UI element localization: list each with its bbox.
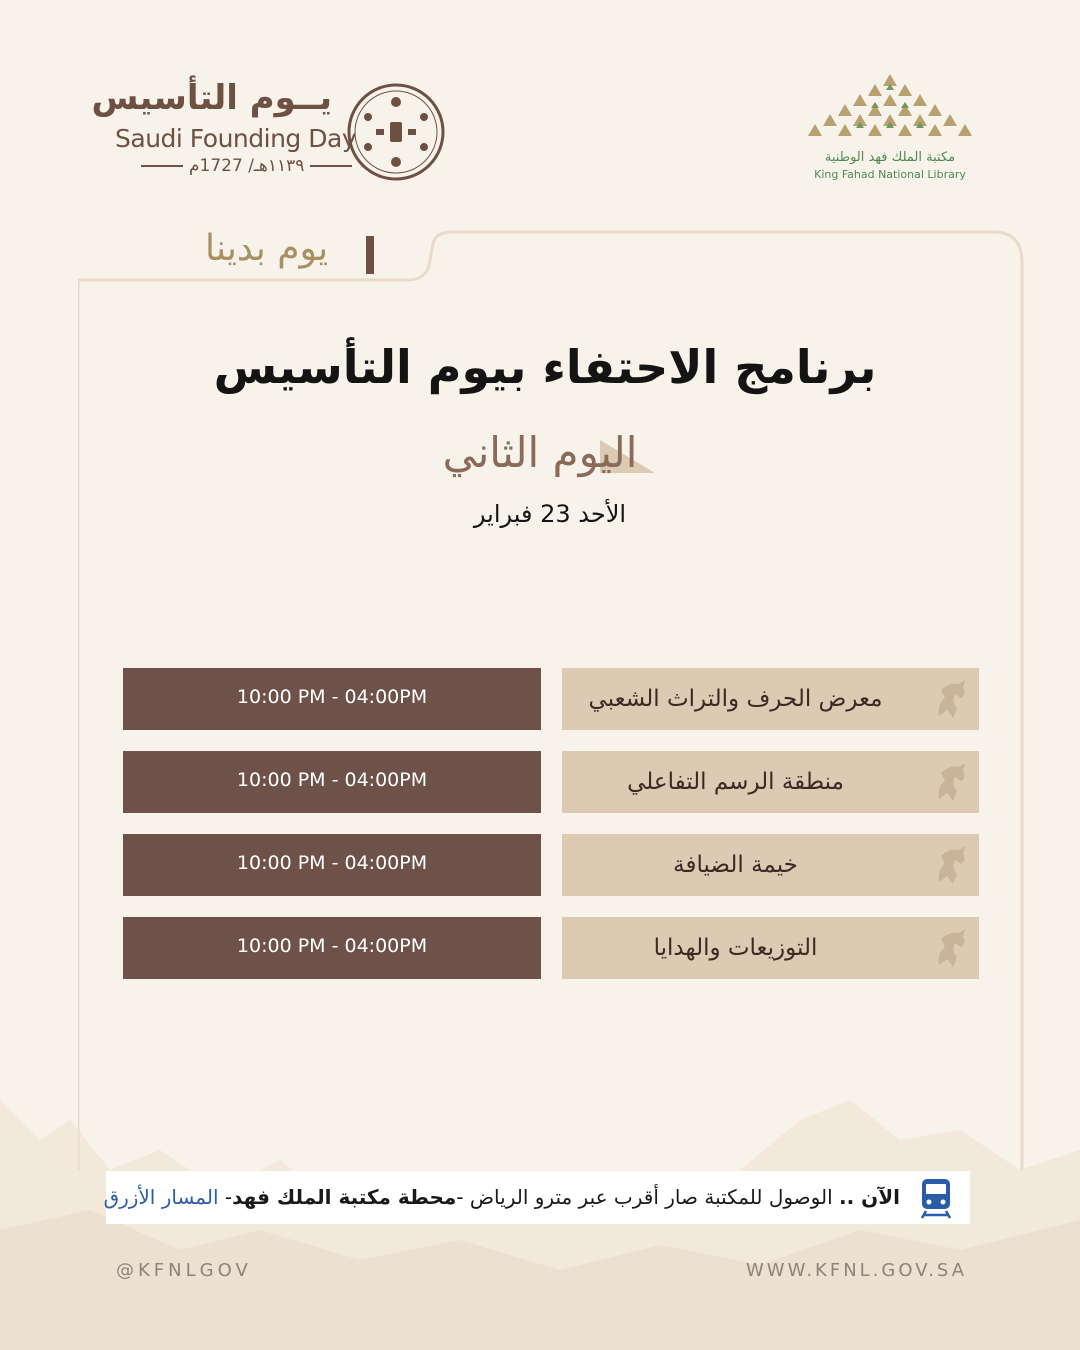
metro-line: المسار الأزرق xyxy=(103,1185,219,1209)
tab-accent-bar xyxy=(366,236,374,274)
metro-message: الوصول للمكتبة صار أقرب عبر مترو الرياض - xyxy=(456,1185,840,1209)
activity-box xyxy=(562,834,979,896)
activity-name: معرض الحرف والتراث الشعبي xyxy=(588,686,883,712)
metro-station: محطة مكتبة الملك فهد xyxy=(232,1185,457,1209)
activity-box xyxy=(562,751,979,813)
activity-box xyxy=(562,917,979,979)
horse-icon xyxy=(931,759,971,805)
metro-text xyxy=(103,1171,900,1224)
founding-day-dates: ١١٣٩هـ/ 1727م xyxy=(135,156,358,176)
horse-icon xyxy=(931,842,971,888)
metro-now: الآن .. xyxy=(839,1185,900,1209)
library-name-english: King Fahad National Library xyxy=(814,168,966,181)
library-emblem-icon xyxy=(805,72,975,148)
activity-name: منطقة الرسم التفاعلي xyxy=(627,769,844,795)
horse-icon xyxy=(931,676,971,722)
time-slot: 10:00 PM - 04:00PM xyxy=(123,834,541,896)
schedule-row xyxy=(123,834,979,896)
schedule-row xyxy=(123,917,979,979)
schedule-row xyxy=(123,668,979,730)
library-name-arabic: مكتبة الملك فهد الوطنية xyxy=(824,150,956,165)
founding-day-arabic: يــوم التأسيس xyxy=(91,78,332,118)
activity-name: التوزيعات والهدايا xyxy=(653,935,818,961)
page-title: برنامج الاحتفاء بيوم التأسيس xyxy=(213,340,877,394)
day-heading: اليوم الثاني xyxy=(442,428,638,477)
activity-box xyxy=(562,668,979,730)
train-icon xyxy=(918,1177,954,1219)
metro-announcement xyxy=(103,1171,970,1224)
tab-label: يوم بدينا xyxy=(205,228,329,269)
date-label: الأحد 23 فبراير xyxy=(473,500,627,528)
kfnl-logo xyxy=(805,72,975,187)
activity-name: خيمة الضيافة xyxy=(673,852,798,878)
time-slot: 10:00 PM - 04:00PM xyxy=(123,751,541,813)
metro-separator: - xyxy=(218,1185,233,1209)
time-slot: 10:00 PM - 04:00PM xyxy=(123,917,541,979)
founding-day-logo xyxy=(91,78,450,183)
website-url: WWW.KFNL.GOV.SA xyxy=(746,1260,968,1281)
social-handle: @KFNLGOV xyxy=(116,1260,252,1281)
horse-icon xyxy=(931,925,971,971)
founding-day-english: Saudi Founding Day xyxy=(115,124,357,153)
schedule-row xyxy=(123,751,979,813)
time-slot: 10:00 PM - 04:00PM xyxy=(123,668,541,730)
founding-day-emblem-icon xyxy=(346,82,446,182)
